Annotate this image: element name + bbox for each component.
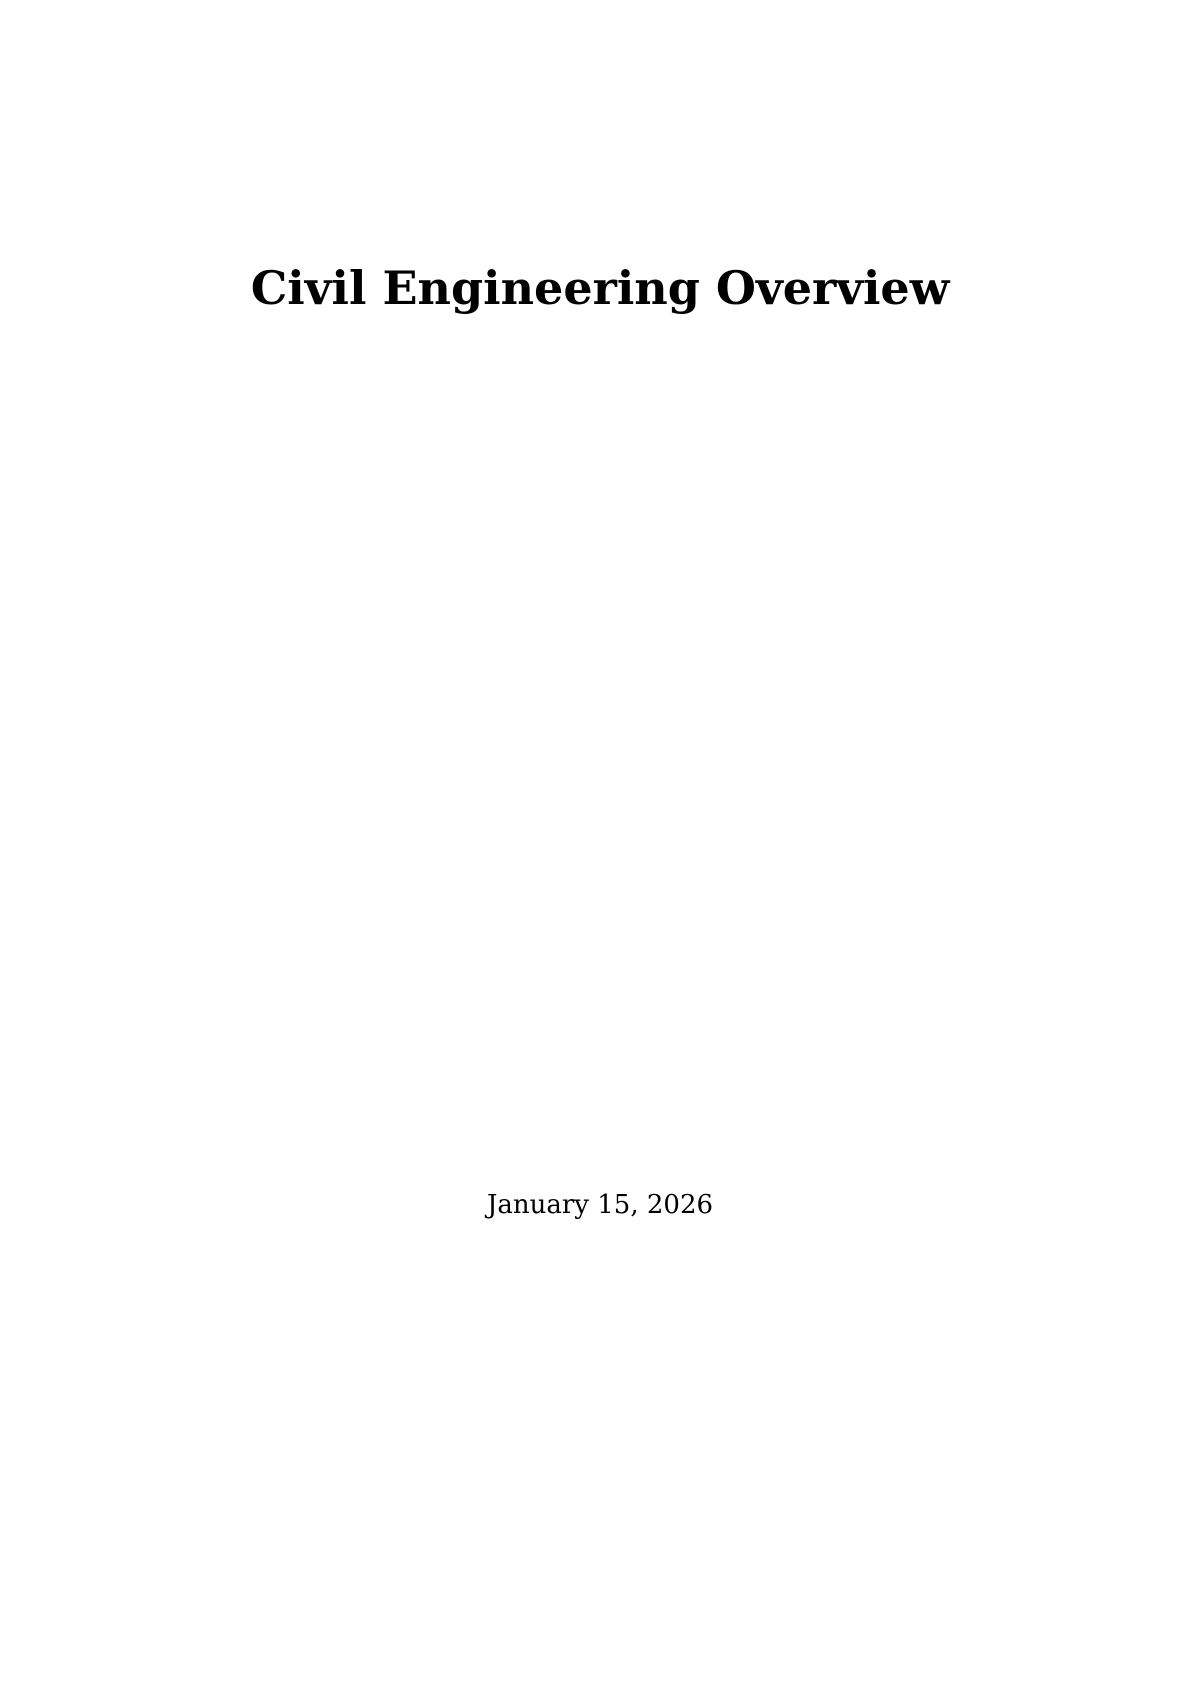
document-date: January 15, 2026 xyxy=(486,1190,714,1220)
document-title: Civil Engineering Overview xyxy=(250,261,950,315)
